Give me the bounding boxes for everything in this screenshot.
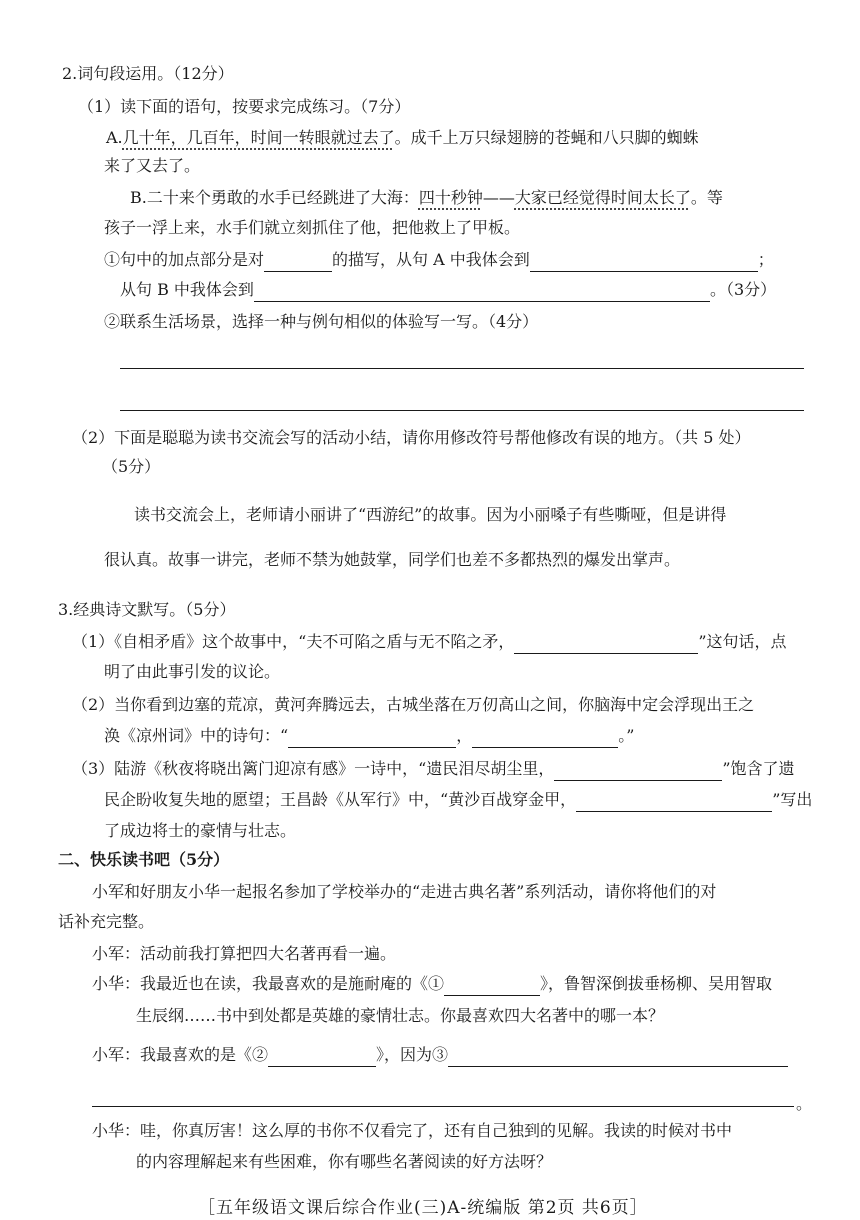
section2-title: 二、快乐读书吧（5分）	[58, 850, 230, 869]
dialogue-4-line1: 小华：哇，你真厉害！这么厚的书你不仅看完了，还有自己独到的见解。我读的时候对书中	[92, 1121, 733, 1140]
q3-i1-text-b: ”这句话，点	[698, 632, 787, 651]
sub1-text-a: ①句中的加点部分是对	[104, 250, 265, 269]
sentence-b-dotted2: 大家已经觉得时间太长了	[514, 188, 691, 207]
blank-sentence-b[interactable]	[254, 283, 710, 302]
q3-i1-text-a: （1）《自相矛盾》这个故事中，“夫不可陷之盾与无不陷之矛，	[72, 632, 515, 651]
q3-i2-comma: ，	[456, 726, 473, 745]
summary-text-line2: 很认真。故事一讲完，老师不禁为她鼓掌，同学们也差不多都热烈的爆发出掌声。	[104, 550, 681, 569]
page-footer: ［五年级语文课后综合作业(三)A-统编版 第2页 共6页］	[198, 1198, 648, 1218]
q2-p1-heading: （1）读下面的语句，按要求完成练习。（7分）	[78, 97, 411, 116]
dialogue-3-line1	[92, 1043, 788, 1067]
sub1-text-e: 。（3分）	[709, 280, 777, 299]
dialogue-4-line2: 的内容理解起来有些困难，你有哪些名著阅读的好方法呀？	[136, 1152, 553, 1171]
q2-sub2: ②联系生活场景，选择一种与例句相似的体验写一写。（4分）	[104, 312, 539, 331]
blank-describe[interactable]	[264, 253, 332, 272]
dialogue-2-text-a: 小华：我最近也在读，我最喜欢的是施耐庵的《①	[92, 974, 445, 993]
blank-poem-4[interactable]	[554, 762, 722, 781]
q3-item2-line2	[104, 724, 634, 748]
sub1-text-c: ；	[757, 250, 774, 269]
q3-i3-text-c: 民企盼收复失地的愿望；王昌龄《从军行》中，“黄沙百战穿金甲，	[104, 790, 577, 809]
q3-item1-line2: 明了由此事引发的议论。	[104, 662, 281, 681]
sentence-b-line1	[130, 186, 723, 210]
dialogue-3-period: 。	[796, 1094, 813, 1113]
blank-poem-2[interactable]	[288, 729, 456, 748]
blank-reason[interactable]	[448, 1048, 788, 1067]
dialogue-2-text-b: 》，鲁智深倒拔垂杨柳、吴用智取	[540, 974, 773, 993]
sentence-a-line1	[106, 126, 699, 150]
sentence-b-start: B.二十来个勇敢的水手已经跳进了大海：	[130, 188, 419, 207]
summary-text-line1: 读书交流会上，老师请小丽讲了“西游纪”的故事。因为小丽嗓子有些嘶哑，但是讲得	[134, 505, 727, 524]
q2-p2-score: （5分）	[102, 457, 161, 476]
q3-item1-line1	[72, 630, 787, 654]
sentence-b-end: 。等	[690, 188, 723, 207]
answer-line-1[interactable]	[120, 368, 804, 369]
q3-i2-text-b: 涣《凉州词》中的诗句：“	[104, 726, 289, 745]
blank-book-2[interactable]	[268, 1048, 376, 1067]
blank-poem-3[interactable]	[472, 729, 618, 748]
dialogue-3-text-b: 》，因为③	[376, 1045, 449, 1064]
section2-intro-line2: 话补充完整。	[58, 912, 155, 931]
dialogue-1: 小军：活动前我打算把四大名著再看一遍。	[92, 944, 397, 963]
q3-item3-line1	[72, 757, 795, 781]
answer-line-2[interactable]	[120, 410, 804, 411]
sentence-a-prefix: A.	[106, 128, 123, 147]
sub1-text-d: 从句 B 中我体会到	[120, 280, 254, 299]
sentence-a-rest: 。成千上万只绿翅膀的苍蝇和八只脚的蜘蛛	[394, 128, 699, 147]
q2-sub1-line2	[120, 278, 776, 302]
sentence-b-dotted1: 四十秒钟	[418, 188, 483, 207]
sentence-a-line2: 来了又去了。	[104, 156, 201, 175]
q3-item3-line2	[104, 788, 812, 812]
dialogue-2-line2: 生辰纲……书中到处都是英雄的豪情壮志。你最喜欢四大名著中的哪一本？	[136, 1006, 665, 1025]
q3-i3-text-d: ”写出	[772, 790, 813, 809]
q2-p2-heading: （2）下面是聪聪为读书交流会写的活动小结，请你用修改符号帮他修改有误的地方。（共 5 处）	[72, 428, 751, 447]
dialogue-2-line1	[92, 972, 772, 996]
q2-title: 2.词句段运用。（12分）	[62, 64, 234, 83]
blank-poem-1[interactable]	[514, 635, 698, 654]
sub1-text-b: 的描写，从句 A 中我体会到	[332, 250, 530, 269]
q3-item2-line1: （2）当你看到边塞的荒凉，黄河奔腾远去，古城坐落在万仞高山之间，你脑海中定会浮现出王之	[72, 695, 755, 714]
q3-i3-text-b: ”饱含了遗	[722, 759, 795, 778]
blank-book-1[interactable]	[444, 977, 540, 996]
sentence-b-dash: ——	[482, 188, 515, 207]
answer-line-reason[interactable]	[92, 1106, 794, 1107]
q3-item3-line3: 了成边将士的豪情与壮志。	[104, 821, 297, 840]
blank-sentence-a[interactable]	[530, 253, 758, 272]
blank-poem-5[interactable]	[576, 793, 772, 812]
q3-i3-text-a: （3）陆游《秋夜将晓出篱门迎凉有感》一诗中，“遗民泪尽胡尘里，	[72, 759, 555, 778]
q3-i2-end: 。”	[618, 726, 635, 745]
sentence-b-line2: 孩子一浮上来，水手们就立刻抓住了他，把他救上了甲板。	[104, 218, 521, 237]
q3-title: 3.经典诗文默写。（5分）	[58, 600, 236, 619]
q2-sub1-line1	[104, 248, 774, 272]
sentence-a-dotted: 几十年，几百年，时间一转眼就过去了	[122, 128, 395, 147]
dialogue-3-text-a: 小军：我最喜欢的是《②	[92, 1045, 269, 1064]
section2-intro-line1: 小军和好朋友小华一起报名参加了学校举办的“走进古典名著”系列活动，请你将他们的对	[92, 882, 717, 901]
